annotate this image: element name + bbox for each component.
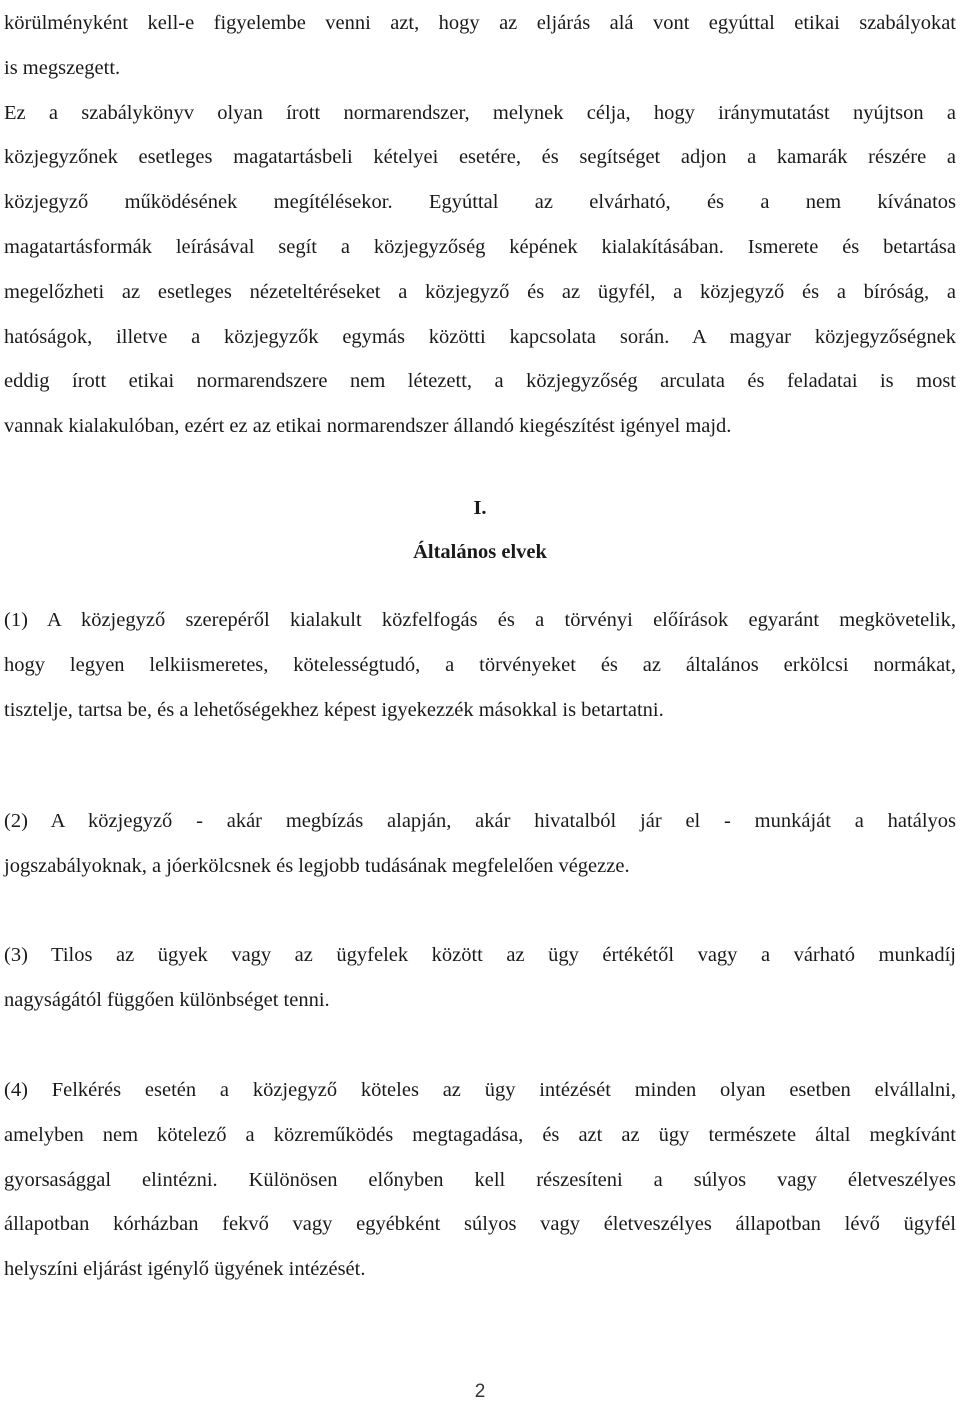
paragraph-line: helyszíni eljárást igénylő ügyének intézését. <box>4 1258 366 1281</box>
intro-line: közjegyző működésének megítélésekor. Egyúttal az elvárható, és a nem kívánatos <box>4 191 956 214</box>
intro-text <box>4 1 956 449</box>
page-number: 2 <box>474 1382 486 1402</box>
intro-line: megelőzheti az esetleges nézeteltéréseket a közjegyző és az ügyfél, a közjegyző és a bíróság, a <box>4 280 956 303</box>
paragraph-line: amelyben nem kötelező a közreműködés megtagadása, és azt az ügy természete által megkívánt <box>4 1123 956 1146</box>
intro-line: körülményként kell-e figyelembe venni azt, hogy az eljárás alá vont egyúttal etikai szabályokat <box>4 12 956 34</box>
paragraph-3 <box>4 933 956 1023</box>
paragraph-line: (2) A közjegyző - akár megbízás alapján, akár hivatalból jár el - munkáját a hatályos <box>4 810 956 832</box>
section-title: Általános elvek <box>413 541 547 563</box>
paragraph-2 <box>4 799 956 889</box>
paragraph-line: tisztelje, tartsa be, és a lehetőségekhez képest igyekezzék másokkal is betartatni. <box>4 698 664 721</box>
paragraph-line: nagyságától függően különbséget tenni. <box>4 988 330 1011</box>
paragraph-line: jogszabályoknak, a jóerkölcsnek és legjobb tudásának megfelelően végezze. <box>4 854 630 877</box>
section-number: I. <box>473 497 487 519</box>
intro-line: közjegyzőnek esetleges magatartásbeli kételyei esetére, és segítséget adjon a kamarák részére a <box>4 146 956 169</box>
intro-line: is megszegett. <box>4 56 121 79</box>
intro-line: Ez a szabálykönyv olyan írott normarendszer, melynek célja, hogy iránymutatást nyújtson a <box>4 101 956 124</box>
paragraph-4 <box>4 1068 956 1292</box>
paragraph-line: állapotban kórházban fekvő vagy egyébként súlyos vagy életveszélyes állapotban lévő ügyfél <box>4 1213 956 1236</box>
intro-line: vannak kialakulóban, ezért ez az etikai normarendszer állandó kiegészítést igényel majd. <box>4 415 732 438</box>
paragraph-line: (3) Tilos az ügyek vagy az ügyfelek között az ügy értékétől vagy a várható munkadíj <box>4 944 956 966</box>
intro-line: hatóságok, illetve a közjegyzők egymás közötti kapcsolata során. A magyar közjegyzőségnek <box>4 325 956 348</box>
paragraph-line: (1) A közjegyző szerepéről kialakult közfelfogás és a törvényi előírások egyaránt megkövetelik, <box>4 609 956 631</box>
page-number-area <box>0 1382 960 1403</box>
paragraph-1 <box>4 598 956 732</box>
intro-line: magatartásformák leírásával segít a közjegyzőség képének kialakításában. Ismerete és betartása <box>4 235 956 258</box>
intro-line: eddig írott etikai normarendszere nem létezett, a közjegyzőség arculata és feladatai is most <box>4 370 956 393</box>
paragraph-line: (4) Felkérés esetén a közjegyző köteles az ügy intézését minden olyan esetben elvállalni, <box>4 1079 956 1101</box>
paragraph-line: gyorsasággal elintézni. Különösen előnyben kell részesíteni a súlyos vagy életveszélyes <box>4 1168 956 1191</box>
paragraph-line: hogy legyen lelkiismeretes, kötelességtudó, a törvényeket és az általános erkölcsi normákat, <box>4 653 956 676</box>
